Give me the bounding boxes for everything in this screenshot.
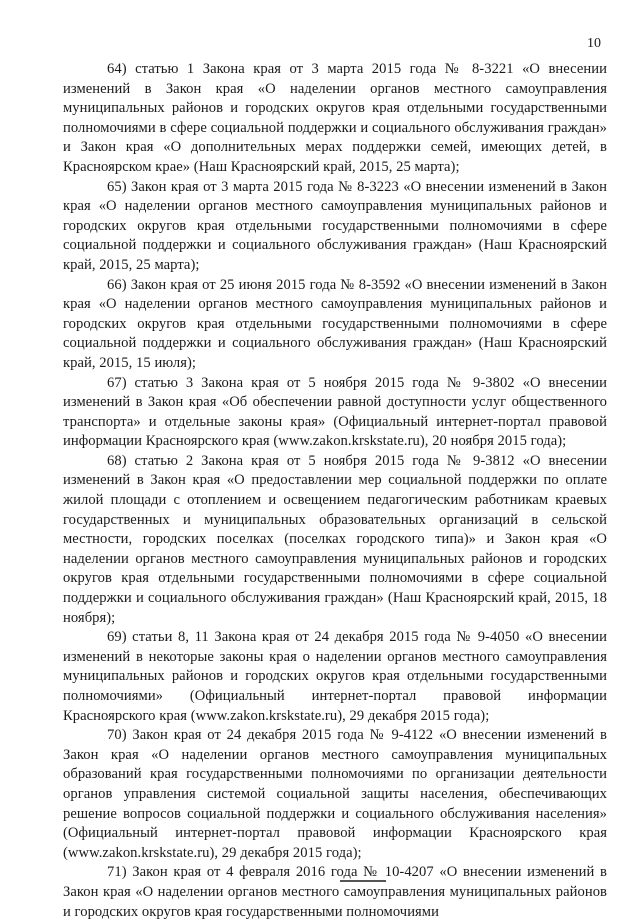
footer-mark bbox=[340, 880, 386, 882]
list-item-71: 71) Закон края от 4 февраля 2016 года № 10-4207 «О внесении изменений в Закон края «О наделении органов местного самоуправления муниципальных районов и городских округов края государственными полномочиями bbox=[63, 864, 607, 920]
list-item-67: 67) статью 3 Закона края от 5 ноября 2015 года № 9-3802 «О внесении изменений в Закон края «Об обеспечении равной доступности услуг общественного транспорта» и отдельные законы края» (Официальный интернет-портал правовой информации Красноярского края (www.zakon.krskstate.ru), 20 ноября 2015 года); bbox=[63, 374, 607, 450]
page-number: 10 bbox=[587, 36, 601, 51]
list-item-68: 68) статью 2 Закона края от 5 ноября 2015 года № 9-3812 «О внесении изменений в Закон края «О предоставлении мер социальной поддержки по оплате жилой площади с отоплением и освещением педагогическим работникам краевых государственных и муниципальных образовательных организаций в сельской местности, городских поселках (поселках городского типа)» и Закон края «О наделении органов местного самоуправления муниципальных районов и городских округов края отдельными государственными полномочиями в сфере социальной поддержки и социального обслуживания граждан» (Наш Красноярский край, 2015, 18 ноября); bbox=[63, 452, 607, 626]
document-body bbox=[63, 60, 607, 922]
list-item-66: 66) Закон края от 25 июня 2015 года № 8-3592 «О внесении изменений в Закон края «О наделении органов местного самоуправления муниципальных районов и городских округов края отдельными государственными полномочиями в сфере социальной поддержки и социального обслуживания граждан» (Наш Красноярский край, 2015, 15 июля); bbox=[63, 276, 607, 371]
list-item-69: 69) статьи 8, 11 Закона края от 24 декабря 2015 года № 9-4050 «О внесении изменений в некоторые законы края о наделении органов местного самоуправления муниципальных районов и городских округов края отдельными государственными полномочиями» (Официальный интернет-портал правовой информации Красноярского края (www.zakon.krskstate.ru), 29 декабря 2015 года); bbox=[63, 629, 607, 724]
list-item-65: 65) Закон края от 3 марта 2015 года № 8-3223 «О внесении изменений в Закон края «О наделении органов местного самоуправления муниципальных районов и городских округов края отдельными государственными полномочиями в сфере социальной поддержки и социального обслуживания граждан» (Наш Красноярский край, 2015, 25 марта); bbox=[63, 178, 607, 273]
list-item-64: 64) статью 1 Закона края от 3 марта 2015 года № 8-3221 «О внесении изменений в Закон края «О наделении органов местного самоуправления муниципальных районов и городских округов края отдельными государственными полномочиями в сфере социальной поддержки и социального обслуживания граждан» и Закон края «О дополнительных мерах поддержки семей, имеющих детей, в Красноярском крае» (Наш Красноярский край, 2015, 25 марта); bbox=[63, 61, 607, 175]
list-item-70: 70) Закон края от 24 декабря 2015 года № 9-4122 «О внесении изменений в Закон края «О наделении органов местного самоуправления муниципальных образований края государственными полномочиями по организации деятельности органов управления системой социальной защиты населения, обеспечивающих решение вопросов социальной поддержки и социального обслуживания населения» (Официальный интернет-портал правовой информации Красноярского края (www.zakon.krskstate.ru), 29 декабря 2015 года); bbox=[63, 727, 607, 861]
